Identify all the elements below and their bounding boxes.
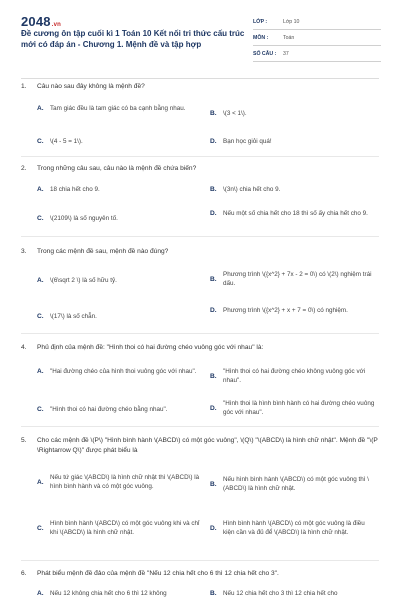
option-d[interactable]: D. "Hình thoi là hình bình hành có hai đường chéo vuông góc với nhau". <box>210 400 375 416</box>
option-b[interactable]: B. Phương trình \({x^2} + 7x - 2 = 0\) có \(2\) nghiệm trái dấu. <box>210 271 372 287</box>
option-b[interactable]: B. Nếu 12 chia hết cho 3 thì 12 chia hết cho <box>210 590 338 597</box>
option-c[interactable]: C. \(17\) là số chẵn. <box>37 313 97 320</box>
option-a[interactable]: A. Nếu tứ giác \(ABCD\) là hình chữ nhật thì \(ABCD\) là hình bình hành và có một góc vuông. <box>37 474 200 490</box>
question-2 <box>21 164 379 174</box>
option-b[interactable]: B. \(3 < 1\). <box>210 110 247 117</box>
page-header <box>0 0 400 66</box>
option-b[interactable]: B. \(3n\) chia hết cho 9. <box>210 186 281 193</box>
header-divider <box>21 78 379 79</box>
option-a[interactable]: A. Tam giác đều là tam giác có ba cạnh bằng nhau. <box>37 105 186 112</box>
meta-value: 37 <box>283 50 289 57</box>
meta-value: Toán <box>283 34 295 41</box>
option-a[interactable]: A. \(6\sqrt 2 \) là số hữu tỷ. <box>37 277 117 284</box>
logo-text: 2048 <box>21 14 51 29</box>
option-d[interactable]: D. Bạn học giỏi quá! <box>210 138 272 145</box>
meta-row-question-count <box>253 46 381 62</box>
question-number: 4. <box>21 344 27 351</box>
option-d[interactable]: D. Phương trình \({x^2} + x + 7 = 0\) có nghiệm. <box>210 307 348 314</box>
question-number: 2. <box>21 165 27 172</box>
question-divider <box>21 156 379 157</box>
question-text: 6. Phát biểu mệnh đề đảo của mệnh đề "Nếu 12 chia hết cho 6 thì 12 chia hết cho 3". <box>21 570 279 577</box>
document-meta <box>253 14 381 62</box>
question-number: 6. <box>21 570 27 577</box>
logo-suffix: .vn <box>51 22 62 28</box>
meta-key: SỐ CÂU : <box>253 50 277 57</box>
question-text: 5. Cho các mệnh đề \(P\) "Hình bình hành \(ABCD\) có một góc vuông", \(Q\) "\(ABCD\) là hình chữ nhật". Mệnh đề "\(P \Rightarrow Q\)" được phát biểu là <box>21 437 378 454</box>
question-text: 4. Phủ định của mệnh đề: "Hình thoi có hai đường chéo vuông góc với nhau" là: <box>21 344 264 351</box>
document-title: Đề cương ôn tập cuối kì 1 Toán 10 Kết nối tri thức cấu trúc mới có đáp án - Chương 1. Mệnh đề và tập hợp <box>21 29 245 49</box>
option-a[interactable]: A. "Hai đường chéo của hình thoi vuông góc với nhau". <box>37 368 197 375</box>
question-text: 1. Câu nào sau đây không là mệnh đề? <box>21 83 145 90</box>
question-text: 3. Trong các mệnh đề sau, mệnh đề nào đúng? <box>21 248 169 255</box>
question-3 <box>21 247 379 257</box>
question-6 <box>21 569 379 579</box>
option-b[interactable]: B. Nếu hình bình hành \(ABCD\) có một góc vuông thì \(ABCD\) là hình chữ nhật. <box>210 476 369 492</box>
option-a[interactable]: A. Nếu 12 không chia hết cho 6 thì 12 không <box>37 590 167 597</box>
question-text: 2. Trong những câu sau, câu nào là mệnh đề chứa biến? <box>21 165 197 172</box>
question-1 <box>21 82 379 92</box>
option-a[interactable]: A. 18 chia hết cho 9. <box>37 186 100 193</box>
option-b[interactable]: B. "Hình thoi có hai đường chéo không vuông góc với nhau". <box>210 368 366 384</box>
meta-row-class <box>253 14 381 30</box>
question-4 <box>21 343 379 353</box>
option-c[interactable]: C. Hình bình hành \(ABCD\) có một góc vuông khi và chỉ khi \(ABCD\) là hình chữ nhật. <box>37 520 200 536</box>
question-number: 1. <box>21 83 27 90</box>
option-c[interactable]: C. "Hình thoi có hai đường chéo bằng nhau". <box>37 406 168 413</box>
site-logo[interactable] <box>21 14 61 29</box>
question-divider <box>21 560 379 561</box>
meta-value: Lớp 10 <box>283 18 300 25</box>
meta-key: MÔN : <box>253 34 269 41</box>
question-divider <box>21 333 379 334</box>
option-c[interactable]: C. \(4 - 5 = 1\). <box>37 138 83 145</box>
question-divider <box>21 426 379 427</box>
option-c[interactable]: C. \(2109\) là số nguyên tố. <box>37 215 118 222</box>
option-d[interactable]: D. Nếu một số chia hết cho 18 thì số ấy chia hết cho 9. <box>210 210 368 217</box>
question-number: 5. <box>21 437 27 444</box>
question-number: 3. <box>21 248 27 255</box>
question-divider <box>21 236 379 237</box>
option-d[interactable]: D. Hình bình hành \(ABCD\) có một góc vuông là điều kiện cần và đủ để \(ABCD\) là hình chữ nhật. <box>210 520 365 536</box>
meta-row-subject <box>253 30 381 46</box>
meta-key: LỚP : <box>253 18 268 25</box>
question-5 <box>21 436 379 455</box>
